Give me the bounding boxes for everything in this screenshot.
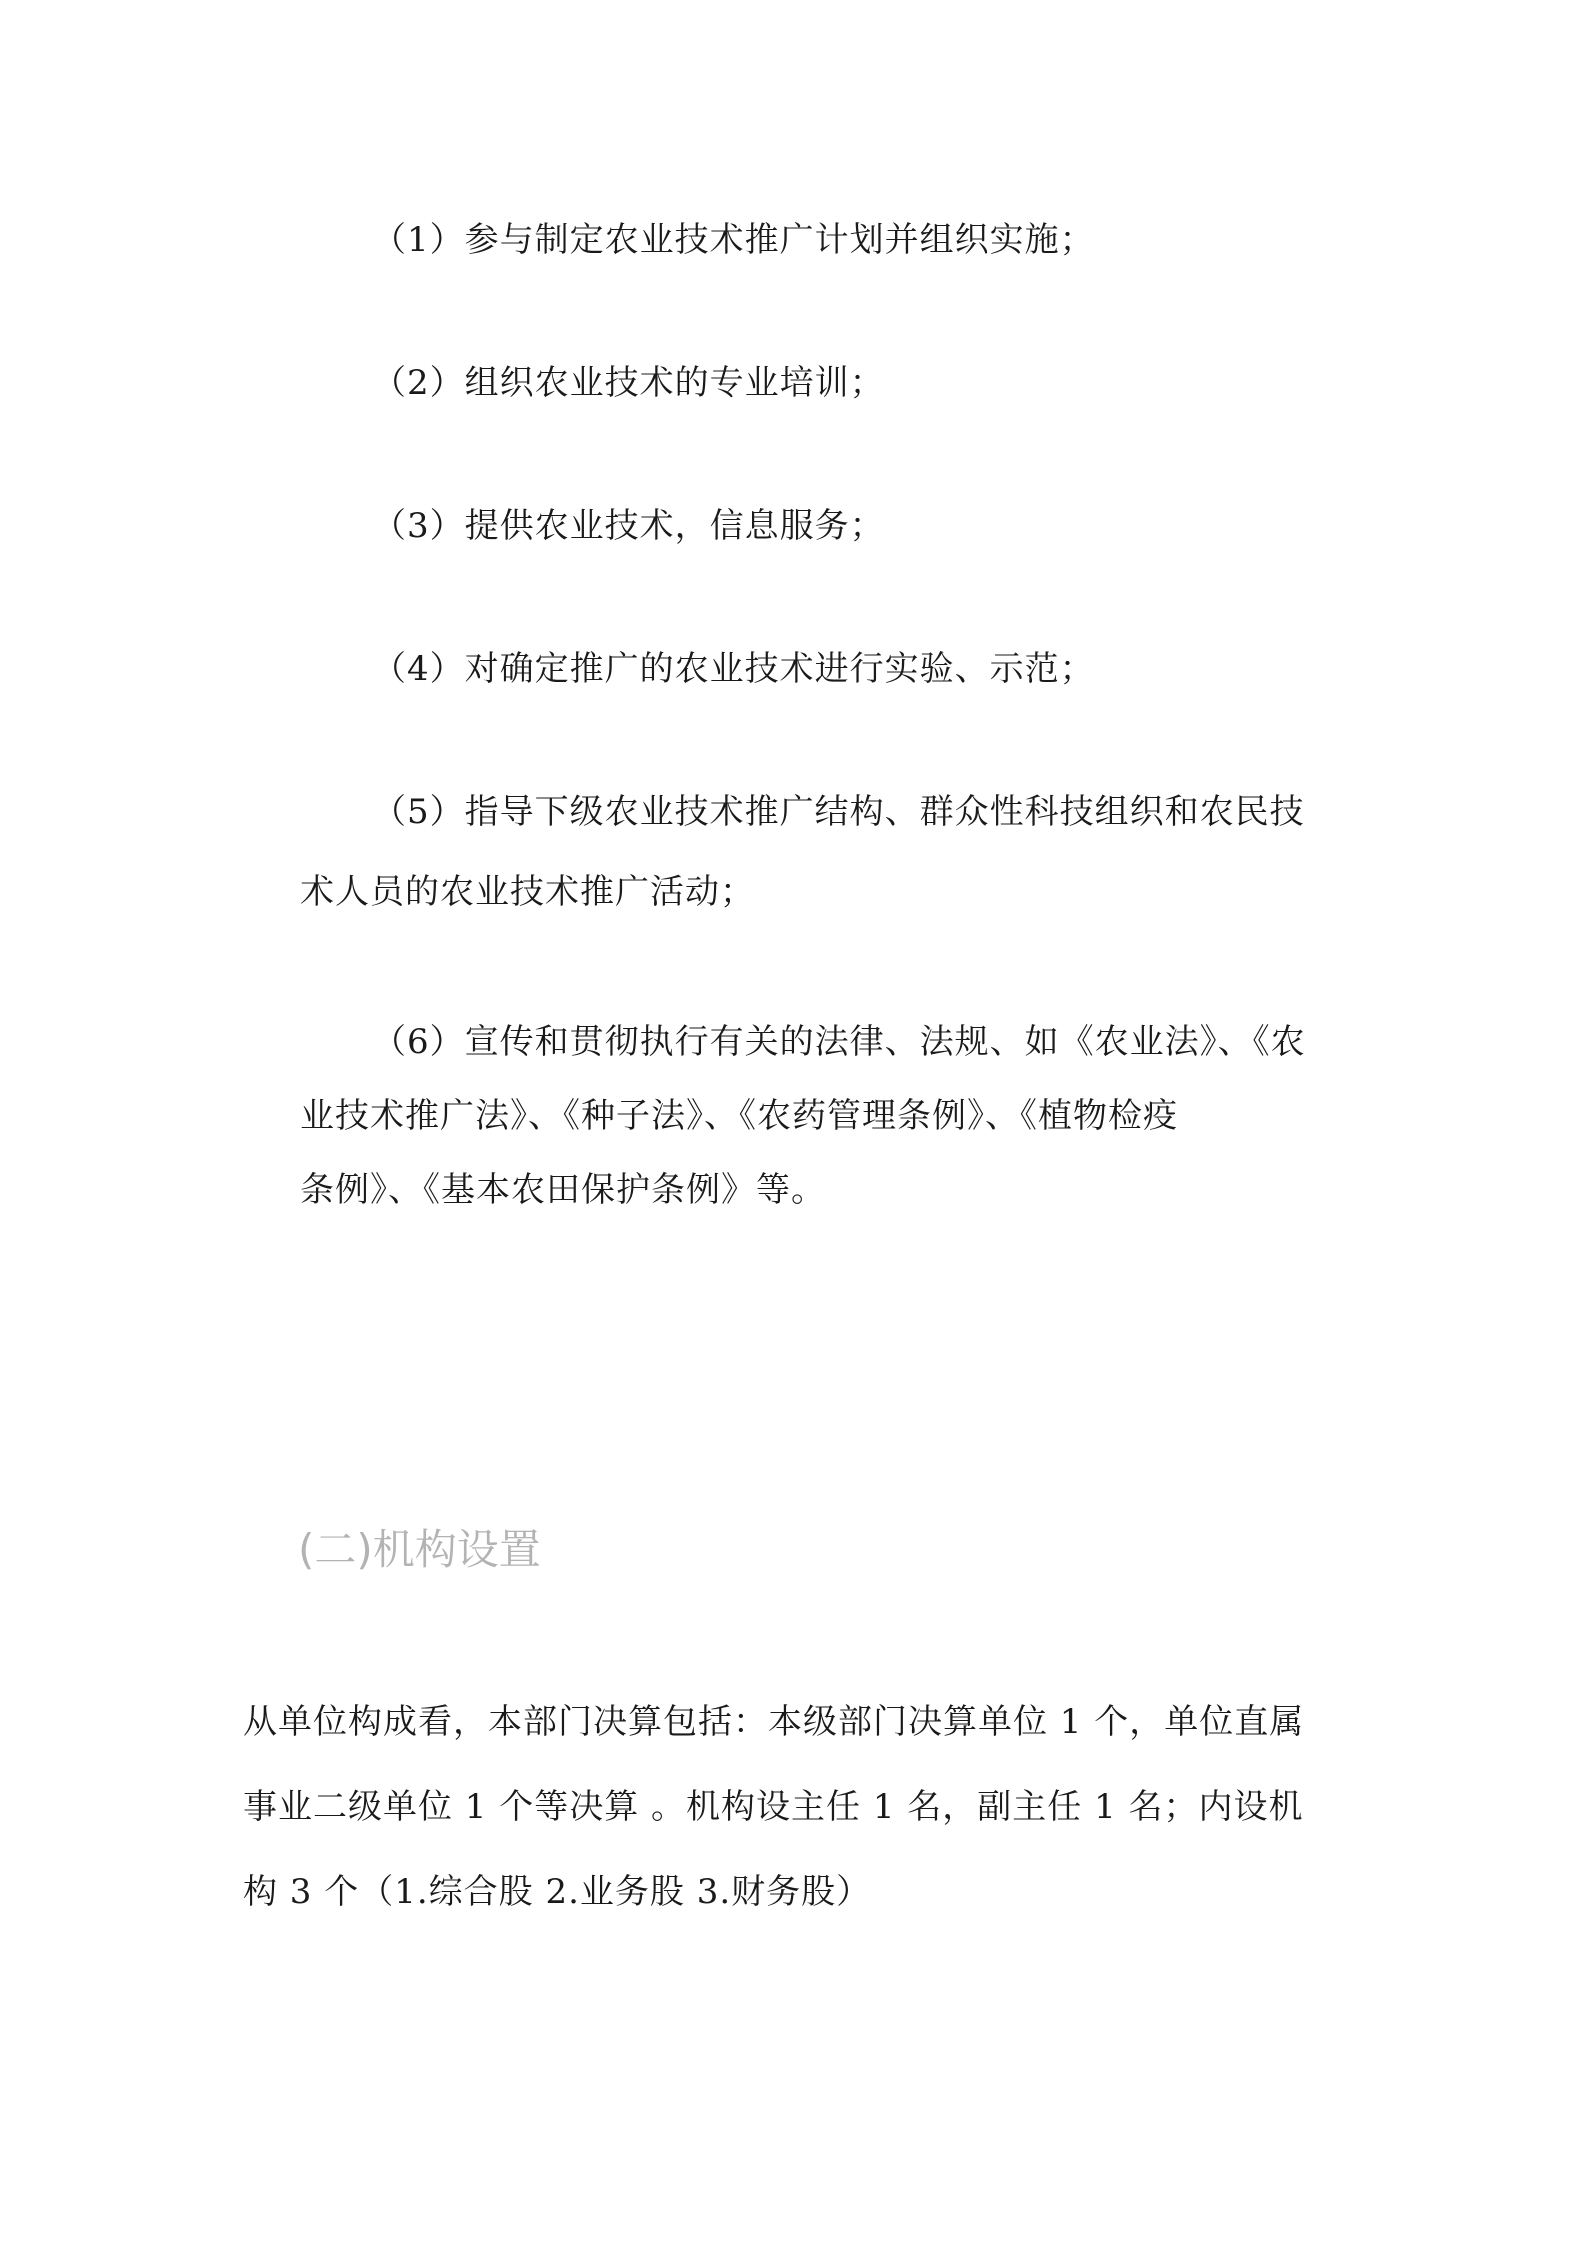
duty-line: （4）对确定推广的农业技术进行实验、示范；	[372, 649, 1095, 689]
organization-paragraph	[243, 1680, 1304, 1935]
duty-item-1	[372, 200, 1095, 280]
organization-line: 事业二级单位 1 个等决算 。机构设主任 1 名，副主任 1 名；内设机	[243, 1787, 1304, 1827]
duty-line: （5）指导下级农业技术推广结构、群众性科技组织和农民技	[372, 792, 1305, 832]
duty-item-4	[372, 629, 1095, 709]
section-heading: (二)机构设置	[298, 1525, 541, 1574]
duty-line: （2）组织农业技术的专业培训；	[372, 363, 885, 403]
duty-line: 条例》、《基本农田保护条例》等。	[300, 1170, 826, 1210]
organization-line: 构 3 个（1.综合股 2.业务股 3.财务股）	[243, 1872, 872, 1912]
duty-line: 业技术推广法》、《种子法》、《农药管理条例》、《植物检疫	[300, 1096, 1178, 1136]
duty-item-6	[300, 1005, 1306, 1227]
organization-line: 从单位构成看，本部门决算包括：本级部门决算单位 1 个，单位直属	[243, 1702, 1305, 1742]
duty-line: （6）宣传和贯彻执行有关的法律、法规、如《农业法》、《农	[372, 1022, 1306, 1062]
duty-item-5	[300, 772, 1305, 932]
duty-line: （1）参与制定农业技术推广计划并组织实施；	[372, 220, 1095, 260]
duty-item-3	[372, 486, 885, 566]
duty-line: （3）提供农业技术，信息服务；	[372, 506, 885, 546]
duty-item-2	[372, 343, 885, 423]
duty-line: 术人员的农业技术推广活动；	[300, 872, 755, 912]
